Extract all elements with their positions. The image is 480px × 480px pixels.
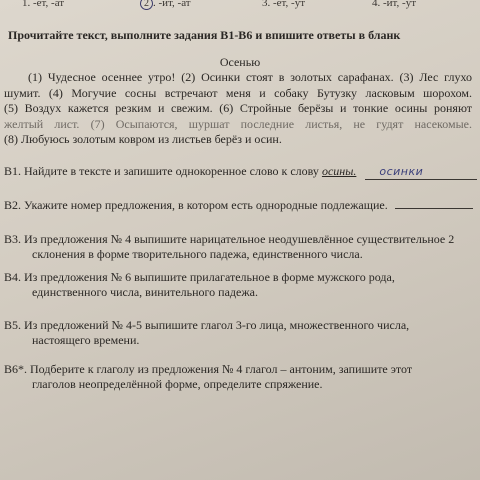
task-b1: [4, 164, 472, 180]
instruction-heading: Прочитайте текст, выполните задания В1-В6 и впишите ответы в бланк: [8, 28, 401, 42]
text-title: Осенью: [219, 55, 261, 69]
task-b5: [4, 318, 472, 348]
text-line: (8) Любуюсь золотым ковром из листьев берёз и осин.: [4, 132, 282, 146]
text-line: шумит. (4) Могучие сосны встречают меня и собаку Бутузку ласковым шорохом.: [4, 85, 472, 100]
task-b6-line2: глаголов неопределённой форме, определите спряжение.: [32, 377, 323, 391]
task-b3-line2: склонения в форме творительного падежа, единственного числа.: [32, 247, 363, 261]
task-b1-text: В1. Найдите в тексте и запишите однокоренное слово к слову: [4, 164, 322, 178]
task-b5-line2: настоящего времени.: [32, 333, 140, 347]
option-4: 4. -ит, -ут: [372, 0, 416, 9]
circled-number: 2: [140, 0, 153, 10]
task-b6: [4, 362, 472, 392]
reading-text: [4, 70, 472, 148]
text-line: (5) Воздух кажется резким и свежим. (6) Стройные берёзы и тонкие осины роняют: [4, 101, 472, 115]
task-b5-line1: В5. Из предложений № 4-5 выпишите глагол 3-го лица, множественного числа,: [4, 318, 410, 332]
task-b1-answer: осинки: [379, 165, 424, 178]
text-line: (1) Чудесное осеннее утро! (2) Осинки стоят в золотых сарафанах. (3) Лес глухо: [28, 70, 472, 84]
option-3: 3. -ет, -ут: [262, 0, 305, 9]
task-b3-line1: В3. Из предложения № 4 выпишите нарицательное неодушевлённое существительное 2: [4, 232, 455, 246]
task-b3: [4, 232, 472, 262]
text-line: желтый лист. (7) Осыпаются, шуршат последние листья, не гудят насекомые.: [4, 116, 472, 131]
task-b6-line1: В6*. Подберите к глаголу из предложения № 4 глагол – антоним, запишите этот: [4, 362, 413, 376]
task-b4-line2: единственного числа, винительного падежа.: [32, 285, 258, 299]
task-b2: [4, 198, 472, 213]
answer-options-row: [0, 0, 480, 11]
task-b4: [4, 270, 472, 300]
task-b1-word: осины.: [321, 164, 357, 178]
task-b4-line1: В4. Из предложения № 6 выпишите прилагательное в форме мужского рода,: [4, 270, 395, 284]
task-b2-text: В2. Укажите номер предложения, в котором есть однородные подлежащие.: [4, 198, 388, 212]
option-1: 1. -ет, -ат: [22, 0, 65, 9]
option-2: 2 . -ит, -ат: [140, 0, 191, 10]
task-b1-answer-field[interactable]: [365, 164, 477, 180]
task-b2-answer-field[interactable]: [395, 208, 473, 209]
